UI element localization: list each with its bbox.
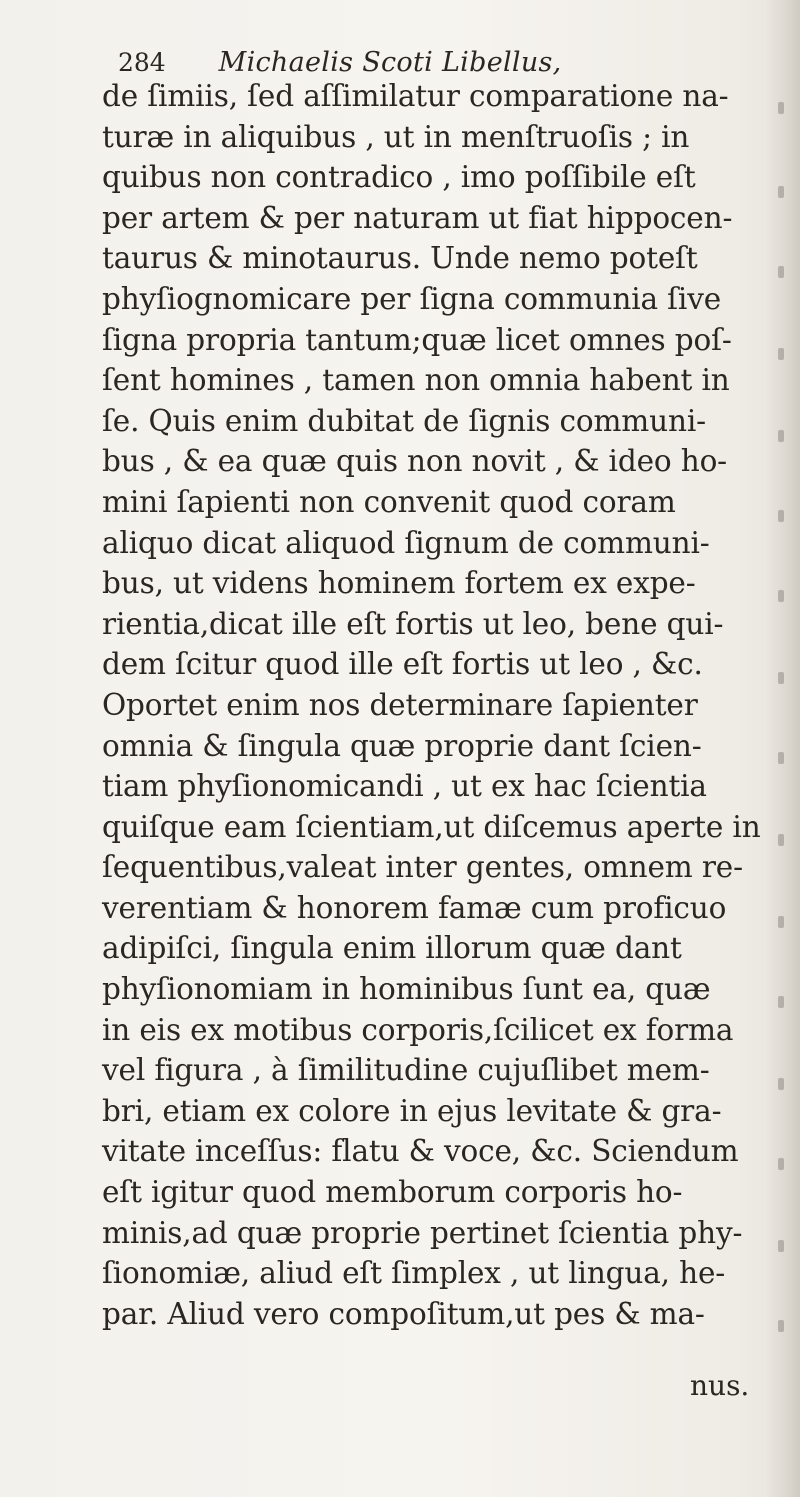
show-through-mark bbox=[778, 752, 784, 764]
text-line: omnia & ſingula quæ proprie dant ſcien- bbox=[102, 728, 702, 763]
show-through-mark bbox=[778, 834, 784, 846]
text-line: bus , & ea quæ quis non novit , & ideo ho- bbox=[102, 444, 727, 479]
text-line: ſe. Quis enim dubitat de ſignis communi- bbox=[102, 403, 706, 438]
text-line: phyſionomiam in hominibus ſunt ea, quæ bbox=[102, 972, 711, 1007]
text-line: per artem & per naturam ut fiat hippocen- bbox=[102, 200, 733, 235]
text-line: aliquo dicat aliquod ſignum de communi- bbox=[102, 525, 710, 560]
text-line: phyſiognomicare per ſigna communia ſive bbox=[102, 281, 722, 316]
text-line: ſequentibus,valeat inter gentes, omnem re- bbox=[102, 850, 743, 885]
text-line: bus, ut videns hominem fortem ex expe- bbox=[102, 566, 696, 601]
show-through-marks bbox=[778, 90, 792, 1390]
show-through-mark bbox=[778, 102, 784, 114]
show-through-mark bbox=[778, 266, 784, 278]
text-line: dem ſcitur quod ille eſt fortis ut leo , &c. bbox=[102, 647, 703, 682]
show-through-mark bbox=[778, 672, 784, 684]
text-line: Oportet enim nos determinare ſapienter bbox=[102, 687, 698, 722]
text-line: mini ſapienti non convenit quod coram bbox=[102, 484, 676, 519]
text-line: rientia,dicat ille eſt fortis ut leo, bene qui- bbox=[102, 606, 724, 641]
text-line: taurus & minotaurus. Unde nemo poteſt bbox=[102, 241, 698, 276]
text-line: quiſque eam ſcientiam,ut diſcemus aperte in bbox=[102, 809, 761, 844]
show-through-mark bbox=[778, 916, 784, 928]
body-text bbox=[102, 76, 774, 1334]
text-line: eſt igitur quod memborum corporis ho- bbox=[102, 1175, 683, 1210]
text-line: minis,ad quæ proprie pertinet ſcientia phy- bbox=[102, 1215, 743, 1250]
text-line: in eis ex motibus corporis,ſcilicet ex forma bbox=[102, 1012, 734, 1047]
show-through-mark bbox=[778, 1158, 784, 1170]
show-through-mark bbox=[778, 996, 784, 1008]
text-line: verentiam & honorem famæ cum proficuo bbox=[102, 890, 727, 925]
show-through-mark bbox=[778, 590, 784, 602]
text-line: vitate inceſſus: flatu & voce, &c. Sciendum bbox=[102, 1134, 739, 1169]
text-line: adipiſci, ſingula enim illorum quæ dant bbox=[102, 931, 682, 966]
text-line: ſionomiæ, aliud eſt ſimplex , ut lingua, he- bbox=[102, 1256, 726, 1291]
show-through-mark bbox=[778, 1078, 784, 1090]
show-through-mark bbox=[778, 186, 784, 198]
text-line: par. Aliud vero compoſitum,ut pes & ma- bbox=[102, 1296, 705, 1331]
running-title: Michaelis Scoti Libellus, bbox=[218, 47, 562, 78]
text-line: vel figura , à ſimilitudine cujuſlibet mem- bbox=[102, 1053, 710, 1088]
show-through-mark bbox=[778, 510, 784, 522]
text-line: bri, etiam ex colore in ejus levitate & gra- bbox=[102, 1093, 722, 1128]
show-through-mark bbox=[778, 1320, 784, 1332]
text-line: turæ in aliquibus , ut in menſtruoſis ; in bbox=[102, 119, 690, 154]
catchword: nus. bbox=[690, 1369, 750, 1402]
text-line: de ſimiis, ſed aſſimilatur comparatione na- bbox=[102, 79, 729, 113]
text-line: ſent homines , tamen non omnia habent in bbox=[102, 363, 730, 398]
text-line: tiam phyſionomicandi , ut ex hac ſcientia bbox=[102, 769, 707, 804]
show-through-mark bbox=[778, 1240, 784, 1252]
show-through-mark bbox=[778, 348, 784, 360]
show-through-mark bbox=[778, 430, 784, 442]
text-line: quibus non contradico , imo poſſibile eſt bbox=[102, 160, 696, 195]
text-line: ſigna propria tantum;quæ licet omnes poſ- bbox=[102, 322, 732, 357]
page-number: 284 bbox=[118, 48, 166, 77]
